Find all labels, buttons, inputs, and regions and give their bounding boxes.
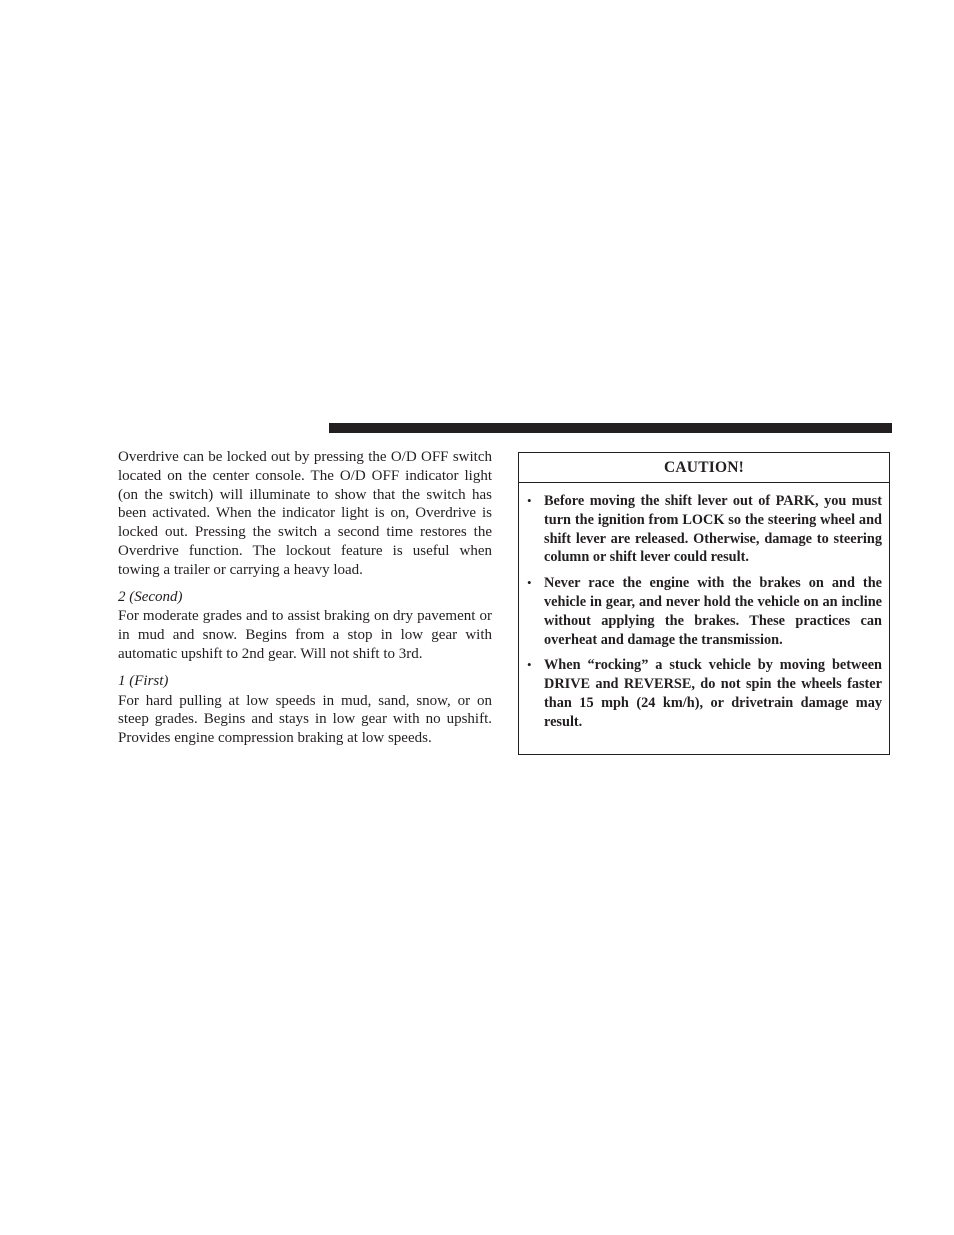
bullet-icon: • bbox=[527, 657, 532, 673]
caution-box bbox=[518, 452, 890, 755]
caution-item-rocking bbox=[527, 656, 882, 731]
caution-item-race-engine bbox=[527, 574, 882, 649]
caution-list bbox=[519, 483, 889, 732]
bullet-icon: • bbox=[527, 493, 532, 508]
second-gear-paragraph: For moderate grades and to assist braking on dry pavement or in mud and snow. Begins from a stop in low gear with automatic upshift to 2nd gear. Will not shift to 3rd. bbox=[118, 608, 492, 662]
section-header-rule bbox=[329, 423, 892, 433]
caution-item-text: When “rocking” a stuck vehicle by moving between DRIVE and REVERSE, do not spin the wheels faster than 15 mph (24 km/h), or drivetrain damage may result. bbox=[544, 657, 882, 730]
first-gear-paragraph: For hard pulling at low speeds in mud, sand, snow, or on steep grades. Begins and stays in low gear with no upshift. Provides engine compression braking at low speeds. bbox=[118, 692, 492, 747]
first-gear-heading: 1 (First) bbox=[118, 672, 169, 689]
second-gear-heading: 2 (Second) bbox=[118, 588, 183, 605]
caution-item-text: Before moving the shift lever out of PARK, you must turn the ignition from LOCK so the steering wheel and shift lever are released. Otherwise, damage to steering column or shift lever could result. bbox=[544, 493, 882, 566]
caution-item-park bbox=[527, 492, 882, 567]
caution-item-text: Never race the engine with the brakes on and the vehicle in gear, and never hold the vehicle on an incline without applying the brakes. These practices can overheat and damage the transmission. bbox=[544, 575, 882, 648]
overdrive-lockout-paragraph: Overdrive can be locked out by pressing the O/D OFF switch located on the center console. The O/D OFF indicator light (on the switch) will illuminate to show that the switch has been activated. When the indicator light is on, Overdrive is locked out. Pressing the switch a second time restores the Overdrive function. The lockout feature is useful when towing a trailer or carrying a heavy load. bbox=[118, 449, 492, 578]
caution-title: CAUTION! bbox=[519, 453, 889, 483]
left-column bbox=[118, 448, 492, 756]
bullet-icon: • bbox=[527, 575, 532, 591]
